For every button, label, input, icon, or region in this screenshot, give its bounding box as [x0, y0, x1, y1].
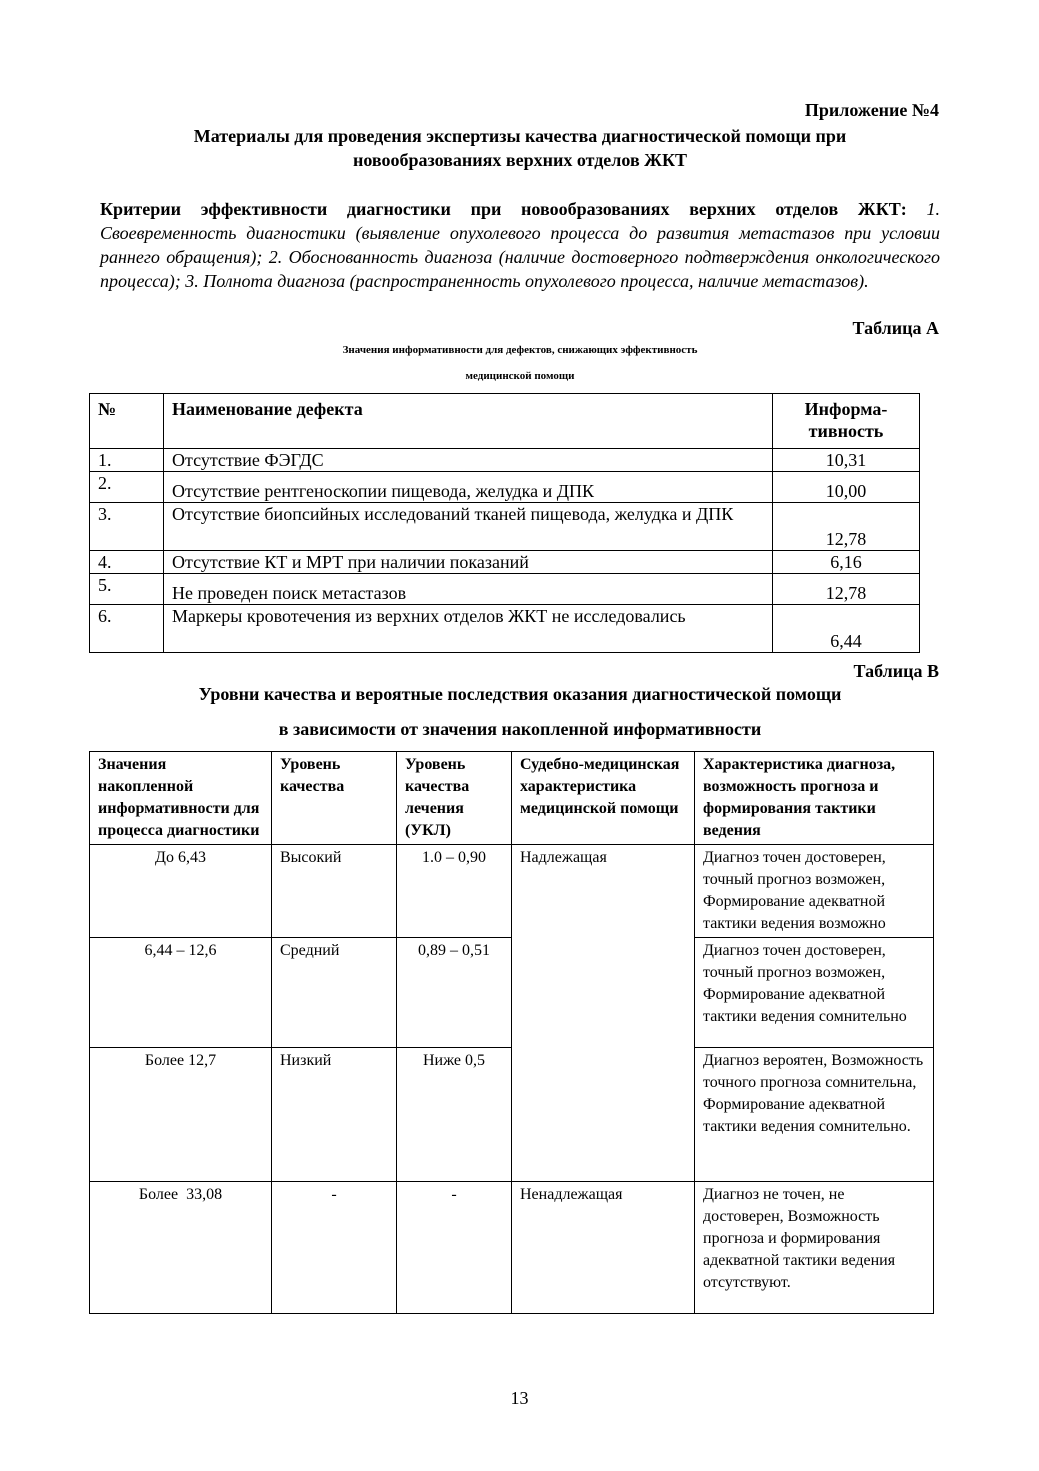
row-value: 12,78 [773, 503, 920, 551]
row-defect: Отсутствие рентгеноскопии пищевода, желудка и ДПК [164, 472, 773, 503]
row-characteristic: Диагноз не точен, не достоверен, Возможность прогноза и формирования адекватной тактики ведения отсутствуют. [695, 1182, 934, 1314]
row-quality: Высокий [272, 845, 397, 938]
table-b-caption-line-1: Уровни качества и вероятные последствия оказания диагностической помощи [198, 684, 842, 704]
row-value: Более 33,08 [90, 1182, 272, 1314]
row-quality: - [272, 1182, 397, 1314]
row-quality: Средний [272, 938, 397, 1048]
row-quality: Низкий [272, 1048, 397, 1182]
header-treatment-quality: Уровень качества лечения (УКЛ) [397, 752, 512, 845]
table-row [90, 574, 920, 605]
table-b [89, 751, 934, 1314]
row-value: 6,44 – 12,6 [90, 938, 272, 1048]
header-accumulated-value: Значения накопленной информативности для процесса диагностики [90, 752, 272, 845]
row-defect: Отсутствие ФЭГДС [164, 449, 773, 472]
row-value: 10,00 [773, 472, 920, 503]
table-a-caption-line-1: Значения информативности для дефектов, снижающих эффективность [342, 344, 698, 356]
row-forensic: Надлежащая [512, 845, 695, 1182]
table-a-header [90, 394, 920, 449]
row-defect: Отсутствие КТ и МРТ при наличии показаний [164, 551, 773, 574]
title-line-1: Материалы для проведения экспертизы качества диагностической помощи при [193, 126, 847, 146]
row-value: 6,16 [773, 551, 920, 574]
row-value: 10,31 [773, 449, 920, 472]
row-characteristic: Диагноз точен достоверен, точный прогноз возможен, Формирование адекватной тактики ведения сомнительно [695, 938, 934, 1048]
header-defect-name: Наименование дефекта [164, 394, 773, 449]
row-value: Более 12,7 [90, 1048, 272, 1182]
row-number: 2. [90, 472, 164, 503]
table-row [90, 472, 920, 503]
table-b-label: Таблица В [853, 661, 939, 681]
row-forensic: Ненадлежащая [512, 1182, 695, 1314]
table-row [90, 551, 920, 574]
page-number: 13 [510, 1388, 529, 1408]
table-a [89, 393, 920, 653]
row-value: До 6,43 [90, 845, 272, 938]
row-number: 6. [90, 605, 164, 653]
table-row [90, 845, 934, 938]
table-b-caption-line-2: в зависимости от значения накопленной информативности [278, 719, 762, 739]
document-title [100, 124, 940, 172]
criteria-body: 1. Своевременность диагностики (выявление опухолевого процесса до развития метастазов при условии раннего обращения); 2. Обоснованность диагноза (наличие достоверного подтверждения онкологического процесса); 3. Полнота диагноза (распространенность опухолевого процесса, наличие метастазов). [100, 199, 940, 291]
title-line-2: новообразованиях верхних отделов ЖКТ [352, 150, 688, 170]
row-ukl: Ниже 0,5 [397, 1048, 512, 1182]
row-value: 12,78 [773, 574, 920, 605]
table-row [90, 1182, 934, 1314]
header-number: № [90, 394, 164, 449]
row-ukl: - [397, 1182, 512, 1314]
row-number: 1. [90, 449, 164, 472]
row-defect: Отсутствие биопсийных исследований тканей пищевода, желудка и ДПК [164, 503, 773, 551]
row-ukl: 0,89 – 0,51 [397, 938, 512, 1048]
header-quality-level: Уровень качества [272, 752, 397, 845]
row-ukl: 1.0 – 0,90 [397, 845, 512, 938]
table-row [90, 449, 920, 472]
table-a-caption-line-2: медицинской помощи [465, 370, 575, 382]
row-number: 4. [90, 551, 164, 574]
header-informativeness: Информа-тивность [773, 394, 920, 449]
row-characteristic: Диагноз точен достоверен, точный прогноз возможен, Формирование адекватной тактики ведения возможно [695, 845, 934, 938]
row-characteristic: Диагноз вероятен, Возможность точного прогноза сомнительна, Формирование адекватной тактики ведения сомнительно. [695, 1048, 934, 1182]
table-b-header [90, 752, 934, 845]
criteria-paragraph [100, 197, 940, 293]
row-number: 5. [90, 574, 164, 605]
table-row [90, 605, 920, 653]
row-value: 6,44 [773, 605, 920, 653]
header-forensic: Судебно-медицинская характеристика медицинской помощи [512, 752, 695, 845]
appendix-label: Приложение №4 [804, 100, 939, 120]
table-a-label: Таблица А [852, 318, 939, 338]
table-row [90, 503, 920, 551]
row-defect: Не проведен поиск метастазов [164, 574, 773, 605]
row-defect: Маркеры кровотечения из верхних отделов ЖКТ не исследовались [164, 605, 773, 653]
row-number: 3. [90, 503, 164, 551]
criteria-lead: Критерии эффективности диагностики при новообразованиях верхних отделов ЖКТ: [100, 199, 907, 219]
header-characteristic: Характеристика диагноза, возможность прогноза и формирования тактики ведения [695, 752, 934, 845]
